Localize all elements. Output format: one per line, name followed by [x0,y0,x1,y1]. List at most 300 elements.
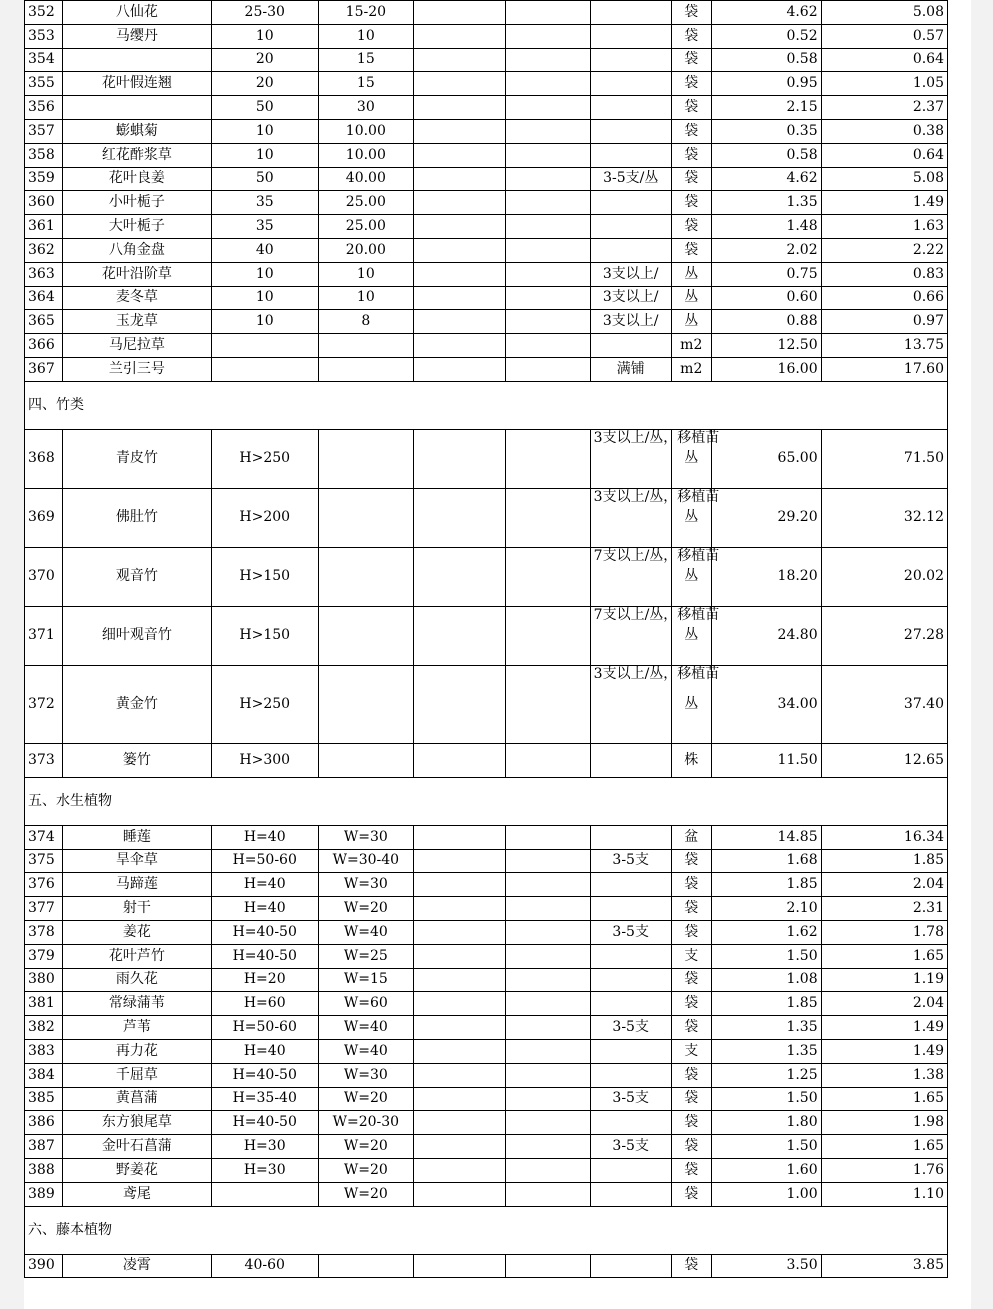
blank-cell [506,357,590,381]
spec-width-cell [318,488,413,547]
table-row [25,920,948,944]
spec-height-cell: H=50-60 [211,849,318,873]
row-number-cell: 373 [25,743,63,777]
note-cell: 7支以上/丛，移植苗 [590,547,671,606]
table-row [25,310,948,334]
spec-width-cell [318,606,413,665]
spec-extra-cell [414,825,506,849]
price-with-tax-cell: 1.65 [821,1135,947,1159]
section-title: 四、竹类 [25,381,948,429]
note-cell: 3-5支 [590,1087,671,1111]
unit-cell: 袋 [671,897,711,921]
blank-cell [506,167,590,191]
table-row [25,1087,948,1111]
spec-height-cell: H=60 [211,992,318,1016]
note-cell [590,96,671,120]
spec-height-cell: H=40 [211,1039,318,1063]
spec-extra-cell [414,1039,506,1063]
blank-cell [506,215,590,239]
table-row [25,119,948,143]
spec-height-cell: 10 [211,286,318,310]
spec-height-cell: H=40-50 [211,1063,318,1087]
unit-cell: 丛 [671,429,711,488]
spec-height-cell: H=30 [211,1135,318,1159]
price-cell: 1.00 [711,1182,821,1206]
price-cell: 1.68 [711,849,821,873]
blank-cell [506,96,590,120]
table-row [25,262,948,286]
unit-cell: 袋 [671,1135,711,1159]
price-table [24,0,948,1278]
section-title: 五、水生植物 [25,777,948,825]
blank-cell [506,606,590,665]
blank-cell [506,1158,590,1182]
spec-extra-cell [414,1111,506,1135]
spec-height-cell: H=40-50 [211,944,318,968]
row-number-cell: 388 [25,1158,63,1182]
price-with-tax-cell: 71.50 [821,429,947,488]
blank-cell [506,286,590,310]
blank-cell [506,119,590,143]
price-cell: 4.62 [711,1,821,25]
blank-cell [506,262,590,286]
unit-cell: 袋 [671,873,711,897]
spec-height-cell: 10 [211,262,318,286]
blank-cell [506,191,590,215]
table-row [25,167,948,191]
plant-name-cell: 花叶沿阶草 [62,262,211,286]
spec-width-cell: W=60 [318,992,413,1016]
spec-extra-cell [414,897,506,921]
price-with-tax-cell: 1.98 [821,1111,947,1135]
plant-name-cell: 麦冬草 [62,286,211,310]
price-with-tax-cell: 17.60 [821,357,947,381]
price-cell: 1.08 [711,968,821,992]
price-with-tax-cell: 1.49 [821,1039,947,1063]
table-row [25,547,948,606]
spec-extra-cell [414,944,506,968]
spec-extra-cell [414,334,506,358]
row-number-cell: 358 [25,143,63,167]
blank-cell [506,1063,590,1087]
row-number-cell: 383 [25,1039,63,1063]
table-row [25,849,948,873]
spec-extra-cell [414,488,506,547]
price-with-tax-cell: 2.04 [821,873,947,897]
table-row [25,897,948,921]
unit-cell: 袋 [671,96,711,120]
unit-cell: 袋 [671,167,711,191]
price-with-tax-cell: 0.57 [821,24,947,48]
table-row [25,1063,948,1087]
spec-extra-cell [414,992,506,1016]
spec-extra-cell [414,286,506,310]
spec-width-cell: 10 [318,24,413,48]
spec-width-cell: 25.00 [318,215,413,239]
note-cell [590,1182,671,1206]
spec-width-cell: 15 [318,72,413,96]
price-with-tax-cell: 1.63 [821,215,947,239]
blank-cell [506,143,590,167]
note-cell: 3支以上/ [590,286,671,310]
price-with-tax-cell: 0.64 [821,143,947,167]
spec-extra-cell [414,310,506,334]
unit-cell: 袋 [671,1182,711,1206]
spec-width-cell: 10.00 [318,119,413,143]
price-cell: 1.35 [711,1039,821,1063]
price-cell: 3.50 [711,1254,821,1278]
blank-cell [506,825,590,849]
plant-name-cell: 青皮竹 [62,429,211,488]
price-cell: 1.50 [711,1087,821,1111]
spec-width-cell: 8 [318,310,413,334]
unit-cell: 袋 [671,238,711,262]
spec-height-cell: H>150 [211,606,318,665]
spec-extra-cell [414,238,506,262]
unit-cell: 袋 [671,992,711,1016]
spec-extra-cell [414,1135,506,1159]
plant-name-cell: 旱伞草 [62,849,211,873]
table-row [25,1254,948,1278]
spec-width-cell: W=40 [318,1016,413,1040]
price-with-tax-cell: 0.38 [821,119,947,143]
spec-height-cell: H=40 [211,873,318,897]
row-number-cell: 389 [25,1182,63,1206]
note-cell [590,191,671,215]
spec-extra-cell [414,48,506,72]
blank-cell [506,1,590,25]
note-cell: 7支以上/丛，移植苗 [590,606,671,665]
note-cell [590,24,671,48]
price-cell: 0.60 [711,286,821,310]
blank-cell [506,944,590,968]
price-cell: 1.35 [711,1016,821,1040]
row-number-cell: 387 [25,1135,63,1159]
plant-name-cell: 黄金竹 [62,665,211,743]
table-row [25,1016,948,1040]
price-with-tax-cell: 1.65 [821,944,947,968]
blank-cell [506,992,590,1016]
spec-width-cell: W=30-40 [318,849,413,873]
blank-cell [506,743,590,777]
plant-name-cell: 红花酢浆草 [62,143,211,167]
note-cell [590,334,671,358]
spec-width-cell: 15-20 [318,1,413,25]
price-cell: 12.50 [711,334,821,358]
spec-height-cell: H>250 [211,429,318,488]
table-row [25,944,948,968]
price-cell: 1.25 [711,1063,821,1087]
blank-cell [506,24,590,48]
blank-cell [506,238,590,262]
price-with-tax-cell: 1.10 [821,1182,947,1206]
price-cell: 0.52 [711,24,821,48]
row-number-cell: 390 [25,1254,63,1278]
note-cell [590,143,671,167]
table-body [25,1,948,1278]
table-row [25,72,948,96]
note-cell [590,968,671,992]
row-number-cell: 371 [25,606,63,665]
note-cell [590,1063,671,1087]
spec-width-cell [318,334,413,358]
unit-cell: 丛 [671,665,711,743]
unit-cell: 丛 [671,547,711,606]
note-cell: 3支以上/丛，移植苗 [590,488,671,547]
unit-cell: 丛 [671,488,711,547]
blank-cell [506,310,590,334]
plant-name-cell: 马缨丹 [62,24,211,48]
note-cell: 3支以上/丛，移植苗 [590,665,671,743]
price-with-tax-cell: 3.85 [821,1254,947,1278]
row-number-cell: 363 [25,262,63,286]
table-row [25,665,948,743]
plant-name-cell: 雨久花 [62,968,211,992]
spec-width-cell: 20.00 [318,238,413,262]
table-row [25,24,948,48]
row-number-cell: 376 [25,873,63,897]
price-cell: 1.62 [711,920,821,944]
plant-name-cell: 花叶芦竹 [62,944,211,968]
unit-cell: 袋 [671,1254,711,1278]
spec-height-cell: H=50-60 [211,1016,318,1040]
blank-cell [506,429,590,488]
spec-extra-cell [414,119,506,143]
spec-width-cell: 10.00 [318,143,413,167]
row-number-cell: 356 [25,96,63,120]
spec-extra-cell [414,96,506,120]
unit-cell: 袋 [671,1,711,25]
spec-extra-cell [414,606,506,665]
plant-name-cell: 小叶栀子 [62,191,211,215]
spec-extra-cell [414,191,506,215]
table-row [25,825,948,849]
spec-width-cell: 10 [318,262,413,286]
row-number-cell: 365 [25,310,63,334]
price-cell: 0.58 [711,143,821,167]
table-row [25,191,948,215]
price-with-tax-cell: 1.05 [821,72,947,96]
plant-name-cell: 八仙花 [62,1,211,25]
row-number-cell: 360 [25,191,63,215]
spec-width-cell: W=30 [318,825,413,849]
price-with-tax-cell: 13.75 [821,334,947,358]
plant-name-cell: 篓竹 [62,743,211,777]
unit-cell: 袋 [671,1063,711,1087]
spec-extra-cell [414,968,506,992]
spec-extra-cell [414,167,506,191]
spec-height-cell: 20 [211,48,318,72]
spec-width-cell: W=40 [318,920,413,944]
blank-cell [506,1087,590,1111]
row-number-cell: 352 [25,1,63,25]
note-cell: 3-5支/丛 [590,167,671,191]
plant-name-cell [62,96,211,120]
spec-height-cell: H>300 [211,743,318,777]
price-cell: 4.62 [711,167,821,191]
unit-cell: 丛 [671,310,711,334]
row-number-cell: 386 [25,1111,63,1135]
plant-name-cell: 花叶良姜 [62,167,211,191]
table-row [25,1182,948,1206]
row-number-cell: 372 [25,665,63,743]
note-cell: 3-5支 [590,920,671,944]
price-with-tax-cell: 16.34 [821,825,947,849]
spec-width-cell: W=20-30 [318,1111,413,1135]
spec-extra-cell [414,262,506,286]
price-cell: 1.80 [711,1111,821,1135]
plant-name-cell: 兰引三号 [62,357,211,381]
price-cell: 0.95 [711,72,821,96]
price-with-tax-cell: 37.40 [821,665,947,743]
spec-height-cell: H>250 [211,665,318,743]
plant-name-cell: 射干 [62,897,211,921]
note-cell [590,1,671,25]
price-cell: 1.85 [711,992,821,1016]
plant-name-cell [62,48,211,72]
price-with-tax-cell: 0.66 [821,286,947,310]
blank-cell [506,488,590,547]
unit-cell: 株 [671,743,711,777]
spec-extra-cell [414,873,506,897]
blank-cell [506,334,590,358]
table-row [25,606,948,665]
spec-width-cell [318,743,413,777]
unit-cell: 袋 [671,191,711,215]
note-cell [590,119,671,143]
note-cell: 满铺 [590,357,671,381]
price-with-tax-cell: 1.76 [821,1158,947,1182]
table-row [25,238,948,262]
price-cell: 29.20 [711,488,821,547]
note-cell [590,238,671,262]
table-row [25,1158,948,1182]
blank-cell [506,1111,590,1135]
blank-cell [506,849,590,873]
spec-width-cell: W=15 [318,968,413,992]
spec-height-cell: H=30 [211,1158,318,1182]
section-header-row [25,381,948,429]
price-cell: 65.00 [711,429,821,488]
row-number-cell: 385 [25,1087,63,1111]
spec-width-cell: W=40 [318,1039,413,1063]
plant-name-cell: 马尼拉草 [62,334,211,358]
spec-height-cell: 40 [211,238,318,262]
unit-cell: 袋 [671,1111,711,1135]
spec-extra-cell [414,1063,506,1087]
table-row [25,96,948,120]
spec-width-cell: W=30 [318,1063,413,1087]
price-with-tax-cell: 1.19 [821,968,947,992]
plant-name-cell: 花叶假连翘 [62,72,211,96]
row-number-cell: 364 [25,286,63,310]
spec-height-cell [211,1182,318,1206]
plant-name-cell: 大叶栀子 [62,215,211,239]
price-with-tax-cell: 20.02 [821,547,947,606]
note-cell [590,944,671,968]
plant-name-cell: 睡莲 [62,825,211,849]
spec-height-cell: 50 [211,96,318,120]
unit-cell: 丛 [671,606,711,665]
plant-name-cell: 芦苇 [62,1016,211,1040]
spec-width-cell: W=20 [318,897,413,921]
table-row [25,143,948,167]
price-cell: 0.88 [711,310,821,334]
unit-cell: m2 [671,334,711,358]
note-cell: 3-5支 [590,849,671,873]
row-number-cell: 357 [25,119,63,143]
unit-cell: 丛 [671,286,711,310]
spec-height-cell: H=40-50 [211,1111,318,1135]
spec-width-cell: W=25 [318,944,413,968]
unit-cell: 袋 [671,119,711,143]
blank-cell [506,1016,590,1040]
note-cell [590,825,671,849]
plant-name-cell: 蟛蜞菊 [62,119,211,143]
unit-cell: 袋 [671,920,711,944]
spec-extra-cell [414,665,506,743]
spec-extra-cell [414,547,506,606]
row-number-cell: 382 [25,1016,63,1040]
row-number-cell: 369 [25,488,63,547]
price-cell: 1.50 [711,1135,821,1159]
blank-cell [506,920,590,944]
plant-name-cell: 千屈草 [62,1063,211,1087]
spec-height-cell: H=40 [211,825,318,849]
spec-width-cell [318,357,413,381]
blank-cell [506,665,590,743]
plant-name-cell: 东方狼尾草 [62,1111,211,1135]
row-number-cell: 377 [25,897,63,921]
unit-cell: 支 [671,944,711,968]
spec-width-cell: W=20 [318,1087,413,1111]
spec-height-cell: H=20 [211,968,318,992]
spec-height-cell [211,334,318,358]
unit-cell: 袋 [671,48,711,72]
note-cell [590,897,671,921]
plant-name-cell: 观音竹 [62,547,211,606]
spec-height-cell: H>150 [211,547,318,606]
price-with-tax-cell: 0.64 [821,48,947,72]
plant-name-cell: 野姜花 [62,1158,211,1182]
plant-name-cell: 姜花 [62,920,211,944]
price-with-tax-cell: 32.12 [821,488,947,547]
price-with-tax-cell: 27.28 [821,606,947,665]
spec-width-cell: 10 [318,286,413,310]
row-number-cell: 378 [25,920,63,944]
price-with-tax-cell: 2.37 [821,96,947,120]
unit-cell: 袋 [671,1087,711,1111]
price-cell: 18.20 [711,547,821,606]
spec-height-cell: 10 [211,24,318,48]
price-with-tax-cell: 1.65 [821,1087,947,1111]
blank-cell [506,1254,590,1278]
price-cell: 1.50 [711,944,821,968]
row-number-cell: 367 [25,357,63,381]
note-cell [590,1039,671,1063]
row-number-cell: 359 [25,167,63,191]
note-cell [590,1158,671,1182]
unit-cell: m2 [671,357,711,381]
unit-cell: 袋 [671,849,711,873]
price-with-tax-cell: 2.31 [821,897,947,921]
price-cell: 0.58 [711,48,821,72]
spec-width-cell [318,429,413,488]
table-row [25,215,948,239]
blank-cell [506,1135,590,1159]
table-row [25,357,948,381]
price-cell: 1.85 [711,873,821,897]
